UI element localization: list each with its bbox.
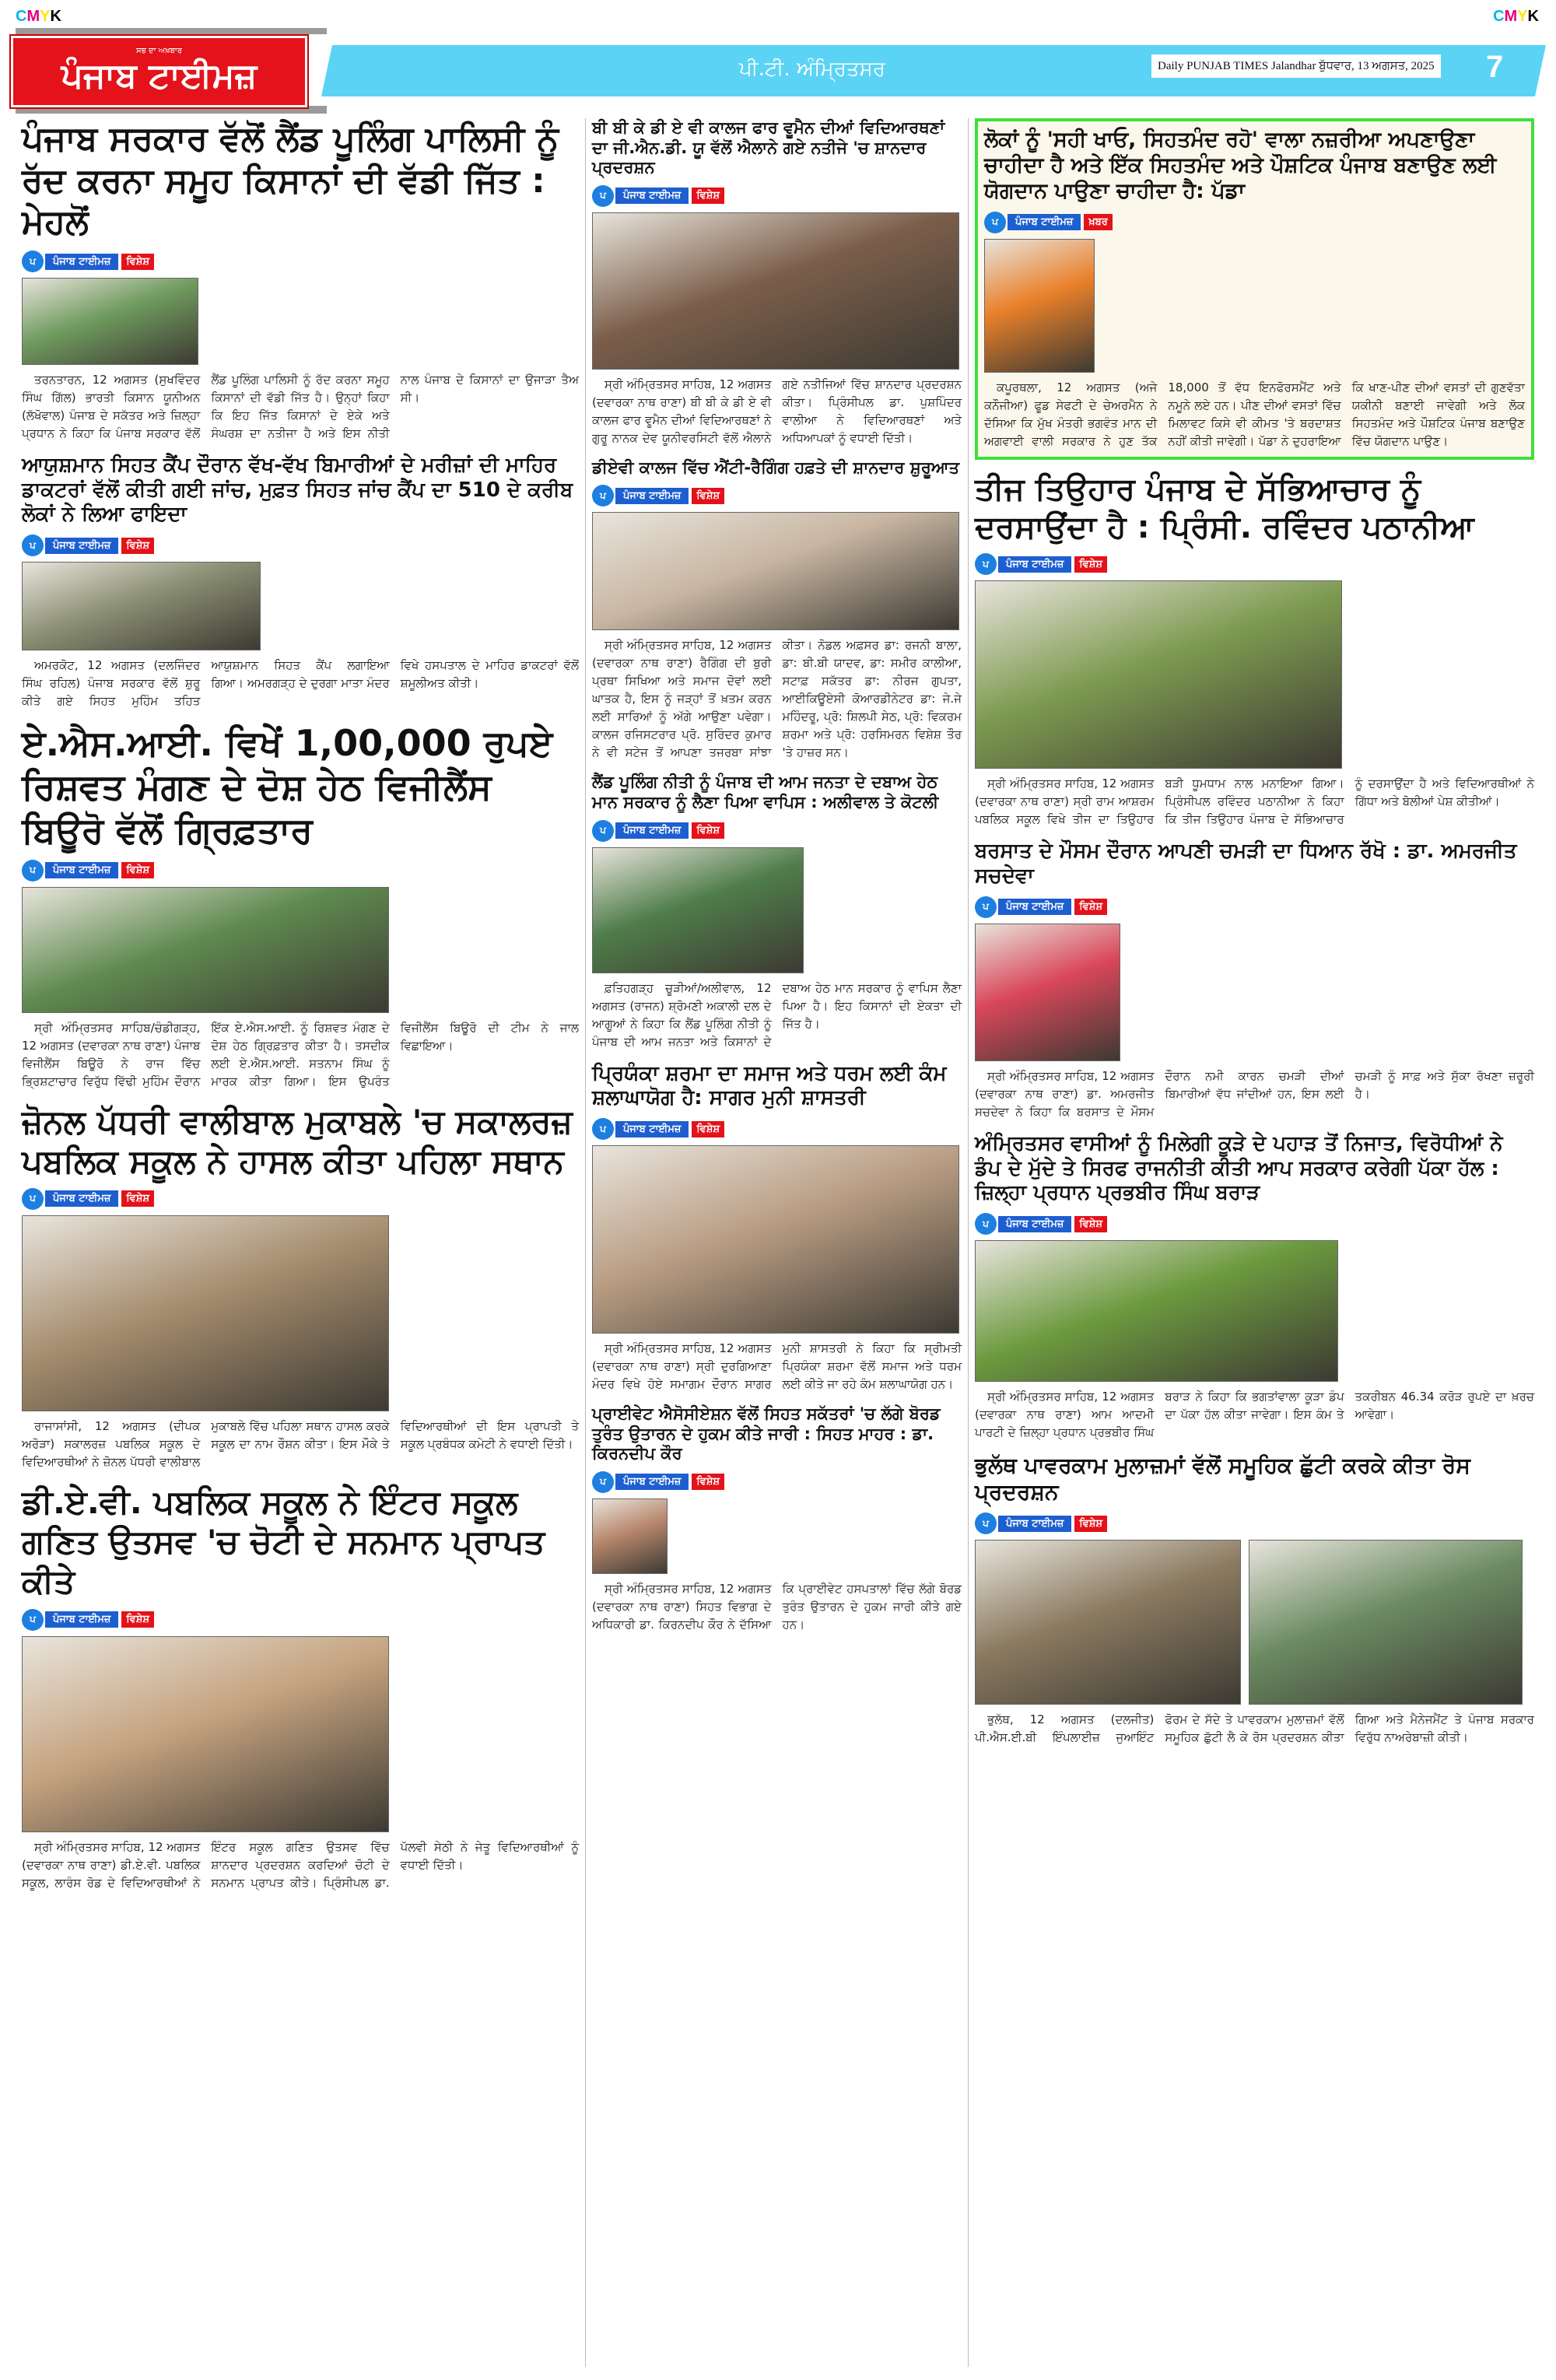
badge-name: ਪੰਜਾਬ ਟਾਈਮਜ਼ xyxy=(45,862,118,878)
punjab-times-logo-icon: ਪ xyxy=(22,1609,44,1631)
article-body xyxy=(592,1580,962,1634)
cmyk-k: K xyxy=(1527,8,1539,25)
punjab-times-logo-icon: ਪ xyxy=(22,860,44,882)
photo-row xyxy=(22,887,579,1013)
article-body xyxy=(592,376,962,447)
photo-row xyxy=(592,512,962,630)
badge-tag: ਵਿਸ਼ੇਸ਼ xyxy=(121,1190,154,1207)
news-photo xyxy=(592,847,804,973)
news-article xyxy=(975,1132,1534,1442)
article-body xyxy=(22,657,579,710)
news-article xyxy=(22,1482,579,1892)
photo-row xyxy=(975,1240,1534,1382)
article-headline[interactable]: ਪ੍ਰਿਯੰਕਾ ਸ਼ਰਮਾ ਦਾ ਸਮਾਜ ਅਤੇ ਧਰਮ ਲਈ ਕੰਮ ਸ਼ਲਾਘਾਯੋਗ ਹੈ: ਸਾਗਰ ਮੁਨੀ ਸ਼ਾਸਤਰੀ xyxy=(592,1061,947,1110)
article-body xyxy=(975,775,1534,829)
news-photo xyxy=(1249,1540,1523,1705)
source-badge xyxy=(975,552,1107,576)
photo-row xyxy=(592,1145,962,1334)
news-article xyxy=(592,118,962,447)
cmyk-m: M xyxy=(1504,8,1518,25)
cmyk-c: C xyxy=(16,8,27,25)
article-paragraph: ਸ੍ਰੀ ਅੰਮ੍ਰਿਤਸਰ ਸਾਹਿਬ, 12 ਅਗਸਤ (ਦਵਾਰਕਾ ਨਾਥ ਰਾਣਾ) ਸ੍ਰੀ ਰਾਮ ਆਸ਼ਰਮ ਪਬਲਿਕ ਸਕੂਲ ਵਿਖੇ ਤੀਜ ਦਾ ਤਿਉਹਾਰ ਬੜੀ ਧੂਮਧਾਮ ਨਾਲ ਮਨਾਇਆ ਗਿਆ। ਪ੍ਰਿੰਸੀਪਲ ਰਵਿੰਦਰ ਪਠਾਨੀਆ ਨੇ ਕਿਹਾ ਕਿ ਤੀਜ ਤਿਉਹਾਰ ਪੰਜਾਬ ਦੇ ਸੱਭਿਆਚਾਰ ਨੂੰ ਦਰਸਾਉਂਦਾ ਹੈ ਅਤੇ ਵਿਦਿਆਰਥੀਆਂ ਨੇ ਗਿੱਧਾ ਅਤੇ ਬੋਲੀਆਂ ਪੇਸ਼ ਕੀਤੀਆਂ। xyxy=(975,776,1534,827)
cmyk-registration-left xyxy=(16,8,61,26)
article-headline[interactable]: ਜ਼ੋਨਲ ਪੱਧਰੀ ਵਾਲੀਬਾਲ ਮੁਕਾਬਲੇ 'ਚ ਸਕਾਲਰਜ਼ ਪਬਲਿਕ ਸਕੂਲ ਨੇ ਹਾਸਲ ਕੀਤਾ ਪਹਿਲਾ ਸਥਾਨ xyxy=(22,1102,573,1180)
badge-tag: ਵਿਸ਼ੇਸ਼ xyxy=(692,822,724,839)
left-column xyxy=(16,118,585,2367)
source-badge xyxy=(22,1187,154,1211)
source-badge xyxy=(975,1512,1107,1535)
article-paragraph: ਸ੍ਰੀ ਅੰਮ੍ਰਿਤਸਰ ਸਾਹਿਬ, 12 ਅਗਸਤ (ਦਵਾਰਕਾ ਨਾਥ ਰਾਣਾ) ਰੈਗਿੰਗ ਦੀ ਬੁਰੀ ਪ੍ਰਥਾ ਸਿਖਿਆ ਅਤੇ ਸਮਾਜ ਦੋਵਾਂ ਲਈ ਘਾਤਕ ਹੈ, ਇਸ ਨੂੰ ਜੜ੍ਹਾਂ ਤੋਂ ਖ਼ਤਮ ਕਰਨ ਲਈ ਸਾਰਿਆਂ ਨੂੰ ਅੱਗੇ ਆਉਣਾ ਪਵੇਗਾ। ਕਾਲਜ ਰਜਿਸਟਰਾਰ ਪ੍ਰੋ. ਸੁਰਿੰਦਰ ਕੁਮਾਰ ਨੇ ਵੀ ਸਟੇਜ ਤੋਂ ਆਪਣਾ ਤਜਰਬਾ ਸਾਂਝਾ ਕੀਤਾ। ਨੋਡਲ ਅਫ਼ਸਰ ਡਾ: ਰਜਨੀ ਬਾਲਾ, ਡਾ: ਬੀ.ਬੀ ਯਾਦਵ, ਡਾ: ਸਮੀਰ ਕਾਲੀਆ, ਸਟਾਫ਼ ਸਕੱਤਰ ਡਾ: ਨੀਰਜ ਗੁਪਤਾ, ਆਈਕਿਊਏਸੀ ਕੋਆਰਡੀਨੇਟਰ ਡਾ: ਜੇ.ਜੇ ਮਹਿੰਦਰੂ, ਪ੍ਰੋ: ਸ਼ਿਲਪੀ ਸੇਠ, ਪ੍ਰੋ: ਵਿਕਰਮ ਸ਼ਰਮਾ ਅਤੇ ਪ੍ਰੋ: ਹਰਸਿਮਰਨ ਵਿਸ਼ੇਸ਼ ਤੌਰ 'ਤੇ ਹਾਜ਼ਰ ਸਨ। xyxy=(592,638,962,760)
badge-name: ਪੰਜਾਬ ਟਾਈਮਜ਼ xyxy=(998,1516,1071,1532)
dateline: Daily PUNJAB TIMES Jalandhar ਬੁੱਧਵਾਰ, 13 ਅਗਸਤ, 2025 xyxy=(1151,54,1441,78)
article-body xyxy=(975,1067,1534,1121)
article-headline[interactable]: ਏ.ਐਸ.ਆਈ. ਵਿਖੇਂ 1,00,000 ਰੁਪਏ ਰਿਸ਼ਵਤ ਮੰਗਣ ਦੇ ਦੋਸ਼ ਹੇਠ ਵਿਜੀਲੈਂਸ ਬਿਊਰੋ ਵੱਲੋਂ ਗ੍ਰਿਫ਼ਤਾਰ xyxy=(22,722,553,852)
article-body xyxy=(592,1340,962,1393)
punjab-times-logo-icon: ਪ xyxy=(975,896,997,918)
article-paragraph: ਰਾਜਾਸਾਂਸੀ, 12 ਅਗਸਤ (ਦੀਪਕ ਅਰੋੜਾ) ਸਕਾਲਰਜ਼ ਪਬਲਿਕ ਸਕੂਲ ਦੇ ਵਿਦਿਆਰਥੀਆਂ ਨੇ ਜ਼ੋਨਲ ਪੱਧਰੀ ਵਾਲੀਬਾਲ ਮੁਕਾਬਲੇ ਵਿੱਚ ਪਹਿਲਾ ਸਥਾਨ ਹਾਸਲ ਕਰਕੇ ਸਕੂਲ ਦਾ ਨਾਮ ਰੌਸ਼ਨ ਕੀਤਾ। ਇਸ ਮੌਕੇ ਤੇ ਵਿਦਿਆਰਥੀਆਂ ਦੀ ਇਸ ਪ੍ਰਾਪਤੀ ਤੇ ਸਕੂਲ ਪ੍ਰਬੰਧਕ ਕਮੇਟੀ ਨੇ ਵਧਾਈ ਦਿੱਤੀ। xyxy=(22,1418,579,1469)
photo-row xyxy=(22,562,579,650)
article-paragraph: ਫ਼ਤਿਹਗੜ੍ਹ ਚੂੜੀਆਂ/ਅਲੀਵਾਲ, 12 ਅਗਸਤ (ਰਾਜਨ) ਸ਼੍ਰੋਮਣੀ ਅਕਾਲੀ ਦਲ ਦੇ ਆਗੂਆਂ ਨੇ ਕਿਹਾ ਕਿ ਲੈਂਡ ਪੂਲਿੰਗ ਨੀਤੀ ਨੂੰ ਪੰਜਾਬ ਦੀ ਆਮ ਜਨਤਾ ਅਤੇ ਕਿਸਾਨਾਂ ਦੇ ਦਬਾਅ ਹੇਠ ਮਾਨ ਸਰਕਾਰ ਨੂੰ ਵਾਪਿਸ ਲੈਣਾ ਪਿਆ ਹੈ। ਇਹ ਕਿਸਾਨਾਂ ਦੀ ਏਕਤਾ ਦੀ ਜਿੱਤ ਹੈ। xyxy=(592,980,962,1049)
source-badge xyxy=(22,250,154,273)
badge-name: ਪੰਜਾਬ ਟਾਈਮਜ਼ xyxy=(998,556,1071,573)
punjab-times-logo-icon: ਪ xyxy=(984,212,1006,233)
news-photo xyxy=(22,1636,389,1832)
badge-tag: ਖ਼ਬਰ xyxy=(1084,214,1112,230)
cmyk-y: Y xyxy=(1517,8,1528,25)
badge-tag: ਵਿਸ਼ੇਸ਼ xyxy=(692,1474,724,1490)
logo[interactable] xyxy=(11,36,307,107)
cmyk-y: Y xyxy=(40,8,51,25)
source-badge xyxy=(975,896,1107,919)
source-badge xyxy=(592,1117,724,1141)
logo-tagline: ਸਭ ਦਾ ਅਖ਼ਬਾਰ xyxy=(136,47,182,55)
cmyk-k: K xyxy=(50,8,61,25)
article-body xyxy=(984,379,1525,450)
photo-row xyxy=(975,1540,1534,1705)
badge-tag: ਵਿਸ਼ੇਸ਼ xyxy=(121,538,154,554)
news-article xyxy=(22,118,579,443)
photo-row xyxy=(975,580,1534,769)
article-headline[interactable]: ਪ੍ਰਾਈਵੇਟ ਐਸੋਸੀਏਸ਼ਨ ਵੱਲੋਂ ਸਿਹਤ ਸਕੱਤਰਾਂ 'ਚ ਲੱਗੇ ਬੋਰਡ ਤੁਰੰਤ ਉਤਾਰਨ ਦੇ ਹੁਕਮ ਕੀਤੇ ਜਾਰੀ : ਸਿਹਤ ਮਾਹਰ : ਡਾ. ਕਿਰਨਦੀਪ ਕੌਰ xyxy=(592,1404,941,1463)
news-photo xyxy=(592,512,959,630)
article-paragraph: ਕਪੂਰਥਲਾ, 12 ਅਗਸਤ (ਅਜੇ ਕਨੌਜੀਆ) ਫੂਡ ਸੇਫਟੀ ਦੇ ਚੇਅਰਮੈਨ ਨੇ ਦੱਸਿਆ ਕਿ ਮੁੱਖ ਮੰਤਰੀ ਭਗਵੰਤ ਮਾਨ ਦੀ ਅਗਵਾਈ ਵਾਲੀ ਸਰਕਾਰ ਨੇ ਹੁਣ ਤੱਕ 18,000 ਤੋਂ ਵੱਧ ਇਨਫੋਰਸਮੈਂਟ ਅਤੇ ਨਮੂਨੇ ਲਏ ਹਨ। ਪੀਣ ਦੀਆਂ ਵਸਤਾਂ ਵਿੱਚ ਮਿਲਾਵਟ ਕਿਸੇ ਵੀ ਕੀਮਤ 'ਤੇ ਬਰਦਾਸ਼ਤ ਨਹੀਂ ਕੀਤੀ ਜਾਵੇਗੀ। ਪੱਡਾ ਨੇ ਦੁਹਰਾਇਆ ਕਿ ਖਾਣ-ਪੀਣ ਦੀਆਂ ਵਸਤਾਂ ਦੀ ਗੁਣਵੱਤਾ ਯਕੀਨੀ ਬਣਾਈ ਜਾਵੇਗੀ ਅਤੇ ਲੋਕ ਸਿਹਤਮੰਦ ਅਤੇ ਪੌਸ਼ਟਿਕ ਪੰਜਾਬ ਬਣਾਉਣ ਵਿੱਚ ਯੋਗਦਾਨ ਪਾਉਣ। xyxy=(984,380,1525,448)
news-photo xyxy=(22,1215,389,1411)
article-body xyxy=(592,980,962,1051)
punjab-times-logo-icon: ਪ xyxy=(975,553,997,575)
photo-row xyxy=(592,847,962,973)
photo-row xyxy=(22,1636,579,1832)
source-badge xyxy=(22,859,154,882)
source-badge xyxy=(22,534,154,557)
cmyk-registration-right xyxy=(1493,8,1539,26)
badge-name: ਪੰਜਾਬ ਟਾਈਮਜ਼ xyxy=(45,1190,118,1207)
middle-column xyxy=(585,118,968,2367)
news-article xyxy=(22,454,579,710)
badge-tag: ਵਿਸ਼ੇਸ਼ xyxy=(121,1611,154,1628)
badge-tag: ਵਿਸ਼ੇਸ਼ xyxy=(121,862,154,878)
badge-tag: ਵਿਸ਼ੇਸ਼ xyxy=(1074,1216,1107,1232)
punjab-times-logo-icon: ਪ xyxy=(592,485,614,506)
badge-name: ਪੰਜਾਬ ਟਾਈਮਜ਼ xyxy=(615,1474,689,1490)
source-badge xyxy=(592,1470,724,1494)
badge-name: ਪੰਜਾਬ ਟਾਈਮਜ਼ xyxy=(998,1216,1071,1232)
badge-tag: ਵਿਸ਼ੇਸ਼ xyxy=(692,488,724,504)
news-photo xyxy=(592,212,959,370)
article-paragraph: ਸ੍ਰੀ ਅੰਮ੍ਰਿਤਸਰ ਸਾਹਿਬ, 12 ਅਗਸਤ (ਦਵਾਰਕਾ ਨਾਥ ਰਾਣਾ) ਡੀ.ਏ.ਵੀ. ਪਬਲਿਕ ਸਕੂਲ, ਲਾਰੰਸ ਰੋਡ ਦੇ ਵਿਦਿਆਰਥੀਆਂ ਨੇ ਇੰਟਰ ਸਕੂਲ ਗਣਿਤ ਉਤਸਵ ਵਿੱਚ ਸ਼ਾਨਦਾਰ ਪ੍ਰਦਰਸ਼ਨ ਕਰਦਿਆਂ ਚੋਟੀ ਦੇ ਸਨਮਾਨ ਪ੍ਰਾਪਤ ਕੀਤੇ। ਪ੍ਰਿੰਸੀਪਲ ਡਾ. ਪੱਲਵੀ ਸੇਠੀ ਨੇ ਜੇਤੂ ਵਿਦਿਆਰਥੀਆਂ ਨੂੰ ਵਧਾਈ ਦਿੱਤੀ। xyxy=(22,1839,579,1890)
badge-tag: ਵਿਸ਼ੇਸ਼ xyxy=(1074,556,1107,573)
logo-text: ਪੰਜਾਬ ਟਾਈਮਜ਼ xyxy=(61,56,258,96)
news-photo xyxy=(592,1145,959,1334)
news-photo xyxy=(975,580,1342,769)
article-body xyxy=(22,1838,579,1892)
news-article xyxy=(592,773,962,1050)
badge-name: ਪੰਜਾਬ ਟਾਈਮਜ਼ xyxy=(1008,214,1081,230)
punjab-times-logo-icon: ਪ xyxy=(592,185,614,207)
news-article xyxy=(592,458,962,762)
article-headline[interactable]: ਬਰਸਾਤ ਦੇ ਮੌਸਮ ਦੌਰਾਨ ਆਪਣੀ ਚਮੜੀ ਦਾ ਧਿਆਨ ਰੱਖੋ : ਡਾ. ਅਮਰਜੀਤ ਸਚਦੇਵਾ xyxy=(975,839,1517,889)
article-paragraph: ਸ੍ਰੀ ਅੰਮ੍ਰਿਤਸਰ ਸਾਹਿਬ, 12 ਅਗਸਤ (ਦਵਾਰਕਾ ਨਾਥ ਰਾਣਾ) ਬੀ ਬੀ ਕੇ ਡੀ ਏ ਵੀ ਕਾਲਜ ਫਾਰ ਵੂਮੈਨ ਦੀਆਂ ਵਿਦਿਆਰਥਣਾਂ ਨੇ ਗੁਰੂ ਨਾਨਕ ਦੇਵ ਯੂਨੀਵਰਸਿਟੀ ਵੱਲੋਂ ਐਲਾਨੇ ਗਏ ਨਤੀਜਿਆਂ ਵਿੱਚ ਸ਼ਾਨਦਾਰ ਪ੍ਰਦਰਸ਼ਨ ਕੀਤਾ। ਪ੍ਰਿੰਸੀਪਲ ਡਾ. ਪੁਸ਼ਪਿੰਦਰ ਵਾਲੀਆ ਨੇ ਵਿਦਿਆਰਥਣਾਂ ਅਤੇ ਅਧਿਆਪਕਾਂ ਨੂੰ ਵਧਾਈ ਦਿੱਤੀ। xyxy=(592,377,962,445)
article-body xyxy=(22,1019,579,1091)
news-photo xyxy=(984,239,1095,373)
article-paragraph: ਸ੍ਰੀ ਅੰਮ੍ਰਿਤਸਰ ਸਾਹਿਬ, 12 ਅਗਸਤ (ਦਵਾਰਕਾ ਨਾਥ ਰਾਣਾ) ਡਾ. ਅਮਰਜੀਤ ਸਚਦੇਵਾ ਨੇ ਕਿਹਾ ਕਿ ਬਰਸਾਤ ਦੇ ਮੌਸਮ ਦੌਰਾਨ ਨਮੀ ਕਾਰਨ ਚਮੜੀ ਦੀਆਂ ਬਿਮਾਰੀਆਂ ਵੱਧ ਜਾਂਦੀਆਂ ਹਨ, ਇਸ ਲਈ ਚਮੜੀ ਨੂੰ ਸਾਫ਼ ਅਤੇ ਸੁੱਕਾ ਰੱਖਣਾ ਜ਼ਰੂਰੀ ਹੈ। xyxy=(975,1068,1534,1119)
article-body xyxy=(975,1388,1534,1442)
news-photo xyxy=(975,1540,1241,1705)
article-paragraph: ਸ੍ਰੀ ਅੰਮ੍ਰਿਤਸਰ ਸਾਹਿਬ/ਚੰਡੀਗੜ੍ਹ, 12 ਅਗਸਤ (ਦਵਾਰਕਾ ਨਾਥ ਰਾਣਾ) ਪੰਜਾਬ ਵਿਜੀਲੈਂਸ ਬਿਊਰੋ ਨੇ ਰਾਜ ਵਿੱਚ ਭ੍ਰਿਸ਼ਟਾਚਾਰ ਵਿਰੁੱਧ ਵਿੱਢੀ ਮੁਹਿੰਮ ਦੌਰਾਨ ਇੱਕ ਏ.ਐਸ.ਆਈ. ਨੂੰ ਰਿਸ਼ਵਤ ਮੰਗਣ ਦੇ ਦੋਸ਼ ਹੇਠ ਗ੍ਰਿਫ਼ਤਾਰ ਕੀਤਾ ਹੈ। ਤਸਦੀਕ ਲਈ ਏ.ਐਸ.ਆਈ. ਸਤਨਾਮ ਸਿੰਘ ਨੂੰ ਮਾਰਕ ਕੀਤਾ ਗਿਆ। ਇਸ ਉਪਰੰਤ ਵਿਜੀਲੈਂਸ ਬਿਊਰੋ ਦੀ ਟੀਮ ਨੇ ਜਾਲ ਵਿਛਾਇਆ। xyxy=(22,1020,579,1088)
article-headline[interactable]: ਲੋਕਾਂ ਨੂੰ 'ਸਹੀ ਖਾਓ, ਸਿਹਤਮੰਦ ਰਹੋ' ਵਾਲਾ ਨਜ਼ਰੀਆ ਅਪਣਾਉਣਾ ਚਾਹੀਦਾ ਹੈ ਅਤੇ ਇੱਕ ਸਿਹਤਮੰਦ ਅਤੇ ਪੌਸ਼ਟਿਕ ਪੰਜਾਬ ਬਣਾਉਣ ਲਈ ਯੋਗਦਾਨ ਪਾਉਣਾ ਚਾਹੀਦਾ ਹੈ: ਪੱਡਾ xyxy=(984,128,1497,203)
article-body xyxy=(22,1418,579,1471)
highlight-box xyxy=(975,118,1534,460)
article-paragraph: ਤਰਨਤਾਰਨ, 12 ਅਗਸਤ (ਸੁਖਵਿੰਦਰ ਸਿੰਘ ਗਿੱਲ) ਭਾਰਤੀ ਕਿਸਾਨ ਯੂਨੀਅਨ (ਲੱਖੋਵਾਲ) ਪੰਜਾਬ ਦੇ ਸਕੱਤਰ ਅਤੇ ਜ਼ਿਲ੍ਹਾ ਪ੍ਰਧਾਨ ਨੇ ਕਿਹਾ ਕਿ ਪੰਜਾਬ ਸਰਕਾਰ ਵੱਲੋਂ ਲੈਂਡ ਪੂਲਿੰਗ ਪਾਲਿਸੀ ਨੂੰ ਰੱਦ ਕਰਨਾ ਸਮੂਹ ਕਿਸਾਨਾਂ ਦੀ ਵੱਡੀ ਜਿੱਤ ਹੈ। ਉਨ੍ਹਾਂ ਕਿਹਾ ਕਿ ਇਹ ਜਿੱਤ ਕਿਸਾਨਾਂ ਦੇ ਏਕੇ ਅਤੇ ਸੰਘਰਸ਼ ਦਾ ਨਤੀਜਾ ਹੈ ਅਤੇ ਇਸ ਨੀਤੀ ਨਾਲ ਪੰਜਾਬ ਦੇ ਕਿਸਾਨਾਂ ਦਾ ਉਜਾੜਾ ਤੈਅ ਸੀ। xyxy=(22,373,579,441)
article-paragraph: ਸ੍ਰੀ ਅੰਮ੍ਰਿਤਸਰ ਸਾਹਿਬ, 12 ਅਗਸਤ (ਦਵਾਰਕਾ ਨਾਥ ਰਾਣਾ) ਸ੍ਰੀ ਦੁਰਗਿਆਣਾ ਮੰਦਰ ਵਿਖੇ ਹੋਏ ਸਮਾਗਮ ਦੌਰਾਨ ਸਾਗਰ ਮੁਨੀ ਸ਼ਾਸਤਰੀ ਨੇ ਕਿਹਾ ਕਿ ਸ੍ਰੀਮਤੀ ਪ੍ਰਿਯੰਕਾ ਸ਼ਰਮਾ ਵੱਲੋਂ ਸਮਾਜ ਅਤੇ ਧਰਮ ਲਈ ਕੀਤੇ ਜਾ ਰਹੇ ਕੰਮ ਸ਼ਲਾਘਾਯੋਗ ਹਨ। xyxy=(592,1341,962,1392)
news-article xyxy=(975,471,1534,829)
news-photo xyxy=(975,1240,1338,1382)
article-headline[interactable]: ਲੈਂਡ ਪੂਲਿੰਗ ਨੀਤੀ ਨੂੰ ਪੰਜਾਬ ਦੀ ਆਮ ਜਨਤਾ ਦੇ ਦਬਾਅ ਹੇਠ ਮਾਨ ਸਰਕਾਰ ਨੂੰ ਲੈਣਾ ਪਿਆ ਵਾਪਿਸ : ਅਲੀਵਾਲ ਤੇ ਕੋਟਲੀ xyxy=(592,773,939,812)
article-paragraph: ਅਮਰਕੋਟ, 12 ਅਗਸਤ (ਦਲਜਿੰਦਰ ਸਿੰਘ ਰਹਿਲ) ਪੰਜਾਬ ਸਰਕਾਰ ਵੱਲੋਂ ਸ਼ੁਰੂ ਕੀਤੇ ਗਏ ਸਿਹਤ ਮੁਹਿੰਮ ਤਹਿਤ ਆਯੁਸ਼ਮਾਨ ਸਿਹਤ ਕੈਂਪ ਲਗਾਇਆ ਗਿਆ। ਅਮਰਗੜ੍ਹ ਦੇ ਦੁਰਗਾ ਮਾਤਾ ਮੰਦਰ ਵਿਖੇ ਹਸਪਤਾਲ ਦੇ ਮਾਹਿਰ ਡਾਕਟਰਾਂ ਵੱਲੋਂ ਸ਼ਮੂਲੀਅਤ ਕੀਤੀ। xyxy=(22,658,579,709)
news-article xyxy=(592,1062,962,1393)
photo-row xyxy=(22,278,579,365)
punjab-times-logo-icon: ਪ xyxy=(975,1512,997,1534)
article-headline[interactable]: ਡੀ.ਏ.ਵੀ. ਪਬਲਿਕ ਸਕੂਲ ਨੇ ਇੰਟਰ ਸਕੂਲ ਗਣਿਤ ਉਤਸਵ 'ਚ ਚੋਟੀ ਦੇ ਸਨਮਾਨ ਪ੍ਰਾਪਤ ਕੀਤੇ xyxy=(22,1482,545,1601)
article-headline[interactable]: ਪੰਜਾਬ ਸਰਕਾਰ ਵੱਲੋਂ ਲੈਂਡ ਪੂਲਿੰਗ ਪਾਲਿਸੀ ਨੂੰ ਰੱਦ ਕਰਨਾ ਸਮੂਹ ਕਿਸਾਨਾਂ ਦੀ ਵੱਡੀ ਜਿੱਤ : ਮੇਹਲੋਂ xyxy=(22,119,559,243)
edition-name: ਪੀ.ਟੀ. ਅੰਮ੍ਰਿਤਸਰ xyxy=(739,58,885,81)
photo-row xyxy=(975,924,1534,1061)
news-photo xyxy=(22,278,198,365)
news-article xyxy=(22,721,579,1090)
cmyk-c: C xyxy=(1493,8,1505,25)
badge-name: ਪੰਜਾਬ ਟਾਈਮਜ਼ xyxy=(615,822,689,839)
page-number: 7 xyxy=(1486,50,1504,84)
punjab-times-logo-icon: ਪ xyxy=(22,1188,44,1210)
news-photo xyxy=(22,562,261,650)
article-headline[interactable]: ਅੰਮ੍ਰਿਤਸਰ ਵਾਸੀਆਂ ਨੂੰ ਮਿਲੇਗੀ ਕੂੜੇ ਦੇ ਪਹਾੜ ਤੋਂ ਨਿਜਾਤ, ਵਿਰੋਧੀਆਂ ਨੇ ਡੰਪ ਦੇ ਮੁੱਦੇ ਤੇ ਸਿਰਫ ਰਾਜਨੀਤੀ ਕੀਤੀ ਆਪ ਸਰਕਾਰ ਕਰੇਗੀ ਪੱਕਾ ਹੱਲ : ਜ਼ਿਲ੍ਹਾ ਪ੍ਰਧਾਨ ਪ੍ਰਭਬੀਰ ਸਿੰਘ ਬਰਾੜ xyxy=(975,1131,1503,1205)
badge-name: ਪੰਜਾਬ ਟਾਈਮਜ਼ xyxy=(45,1611,118,1628)
article-paragraph: ਸ੍ਰੀ ਅੰਮ੍ਰਿਤਸਰ ਸਾਹਿਬ, 12 ਅਗਸਤ (ਦਵਾਰਕਾ ਨਾਥ ਰਾਣਾ) ਆਮ ਆਦਮੀ ਪਾਰਟੀ ਦੇ ਜ਼ਿਲ੍ਹਾ ਪ੍ਰਧਾਨ ਪ੍ਰਭਬੀਰ ਸਿੰਘ ਬਰਾੜ ਨੇ ਕਿਹਾ ਕਿ ਭਗਤਾਂਵਾਲਾ ਕੂੜਾ ਡੰਪ ਦਾ ਪੱਕਾ ਹੱਲ ਕੀਤਾ ਜਾਵੇਗਾ। ਇਸ ਕੰਮ ਤੇ ਤਕਰੀਬਨ 46.34 ਕਰੋੜ ਰੁਪਏ ਦਾ ਖ਼ਰਚ ਆਵੇਗਾ। xyxy=(975,1390,1534,1439)
photo-row xyxy=(592,212,962,370)
photo-row xyxy=(592,1498,962,1574)
source-badge xyxy=(975,1212,1107,1236)
article-paragraph: ਸ੍ਰੀ ਅੰਮ੍ਰਿਤਸਰ ਸਾਹਿਬ, 12 ਅਗਸਤ (ਦਵਾਰਕਾ ਨਾਥ ਰਾਣਾ) ਸਿਹਤ ਵਿਭਾਗ ਦੇ ਅਧਿਕਾਰੀ ਡਾ. ਕਿਰਨਦੀਪ ਕੌਰ ਨੇ ਦੱਸਿਆ ਕਿ ਪ੍ਰਾਈਵੇਟ ਹਸਪਤਾਲਾਂ ਵਿੱਚ ਲੱਗੇ ਬੋਰਡ ਤੁਰੰਤ ਉਤਾਰਨ ਦੇ ਹੁਕਮ ਜਾਰੀ ਕੀਤੇ ਗਏ ਹਨ। xyxy=(592,1581,962,1632)
masthead-stripe xyxy=(16,28,327,34)
punjab-times-logo-icon: ਪ xyxy=(592,1471,614,1493)
photo-row xyxy=(984,239,1525,373)
article-body xyxy=(975,1711,1534,1747)
news-photo xyxy=(592,1498,668,1574)
news-photo xyxy=(22,887,389,1013)
source-badge xyxy=(592,184,724,208)
punjab-times-logo-icon: ਪ xyxy=(22,535,44,556)
article-columns xyxy=(16,118,1540,2367)
badge-tag: ਵਿਸ਼ੇਸ਼ xyxy=(1074,899,1107,915)
news-article xyxy=(975,839,1534,1120)
cmyk-m: M xyxy=(26,8,40,25)
punjab-times-logo-icon: ਪ xyxy=(22,251,44,272)
punjab-times-logo-icon: ਪ xyxy=(975,1213,997,1235)
article-body xyxy=(22,371,579,443)
badge-name: ਪੰਜਾਬ ਟਾਈਮਜ਼ xyxy=(615,1121,689,1137)
badge-name: ਪੰਜਾਬ ਟਾਈਮਜ਼ xyxy=(45,538,118,554)
badge-name: ਪੰਜਾਬ ਟਾਈਮਜ਼ xyxy=(615,488,689,504)
badge-tag: ਵਿਸ਼ੇਸ਼ xyxy=(1074,1516,1107,1532)
badge-tag: ਵਿਸ਼ੇਸ਼ xyxy=(692,1121,724,1137)
badge-name: ਪੰਜਾਬ ਟਾਈਮਜ਼ xyxy=(45,254,118,270)
photo-row xyxy=(22,1215,579,1411)
source-badge xyxy=(592,819,724,843)
source-badge xyxy=(22,1608,154,1632)
news-article xyxy=(22,1102,579,1471)
news-article xyxy=(592,1404,962,1634)
article-paragraph: ਭੁਲੱਥ, 12 ਅਗਸਤ (ਦਲਜੀਤ) ਪੀ.ਐਸ.ਈ.ਬੀ ਇੰਪਲਾਈਜ਼ ਜੁਆਇੰਟ ਫੋਰਮ ਦੇ ਸੱਦੇ ਤੇ ਪਾਵਰਕਾਮ ਮੁਲਾਜ਼ਮਾਂ ਵੱਲੋਂ ਸਮੂਹਿਕ ਛੁੱਟੀ ਲੈ ਕੇ ਰੋਸ ਪ੍ਰਦਰਸ਼ਨ ਕੀਤਾ ਗਿਆ ਅਤੇ ਮੈਨੇਜਮੈਂਟ ਤੇ ਪੰਜਾਬ ਸਰਕਾਰ ਵਿਰੁੱਧ ਨਾਅਰੇਬਾਜ਼ੀ ਕੀਤੀ। xyxy=(975,1712,1534,1745)
source-badge xyxy=(984,211,1113,234)
news-photo xyxy=(975,924,1120,1061)
article-headline[interactable]: ਡੀਏਵੀ ਕਾਲਜ ਵਿੱਚ ਐਂਟੀ-ਰੈਗਿੰਗ ਹਫ਼ਤੇ ਦੀ ਸ਼ਾਨਦਾਰ ਸ਼ੁਰੂਆਤ xyxy=(592,457,960,477)
punjab-times-logo-icon: ਪ xyxy=(592,820,614,842)
article-headline[interactable]: ਭੁਲੱਥ ਪਾਵਰਕਾਮ ਮੁਲਾਜ਼ਮਾਂ ਵੱਲੋਂ ਸਮੂਹਿਕ ਛੁੱਟੀ ਕਰਕੇ ਕੀਤਾ ਰੋਸ ਪ੍ਰਦਰਸ਼ਨ xyxy=(975,1453,1470,1505)
punjab-times-logo-icon: ਪ xyxy=(592,1118,614,1140)
article-headline[interactable]: ਬੀ ਬੀ ਕੇ ਡੀ ਏ ਵੀ ਕਾਲਜ ਫਾਰ ਵੂਮੈਨ ਦੀਆਂ ਵਿਦਿਆਰਥਣਾਂ ਦਾ ਜੀ.ਐਨ.ਡੀ. ਯੂ ਵੱਲੋਂ ਐਲਾਨੇ ਗਏ ਨਤੀਜੇ 'ਚ ਸ਼ਾਨਦਾਰ ਪ੍ਰਦਰਸ਼ਨ xyxy=(592,118,945,177)
right-column xyxy=(968,118,1540,2367)
article-headline[interactable]: ਆਯੁਸ਼ਮਾਨ ਸਿਹਤ ਕੈਂਪ ਦੌਰਾਨ ਵੱਖ-ਵੱਖ ਬਿਮਾਰੀਆਂ ਦੇ ਮਰੀਜ਼ਾਂ ਦੀ ਮਾਹਿਰ ਡਾਕਟਰਾਂ ਵੱਲੋਂ ਕੀਤੀ ਗਈ ਜਾਂਚ, ਮੁਫ਼ਤ ਸਿਹਤ ਜਾਂਚ ਕੈਂਪ ਦਾ 510 ਦੇ ਕਰੀਬ ਲੋਕਾਂ ਨੇ ਲਿਆ ਫਾਇਦਾ xyxy=(22,454,573,527)
badge-name: ਪੰਜਾਬ ਟਾਈਮਜ਼ xyxy=(615,188,689,204)
badge-tag: ਵਿਸ਼ੇਸ਼ xyxy=(121,254,154,270)
news-article xyxy=(975,1453,1534,1747)
article-body xyxy=(592,636,962,762)
badge-name: ਪੰਜਾਬ ਟਾਈਮਜ਼ xyxy=(998,899,1071,915)
source-badge xyxy=(592,484,724,507)
badge-tag: ਵਿਸ਼ੇਸ਼ xyxy=(692,188,724,204)
article-headline[interactable]: ਤੀਜ ਤਿਉਹਾਰ ਪੰਜਾਬ ਦੇ ਸੱਭਿਆਚਾਰ ਨੂੰ ਦਰਸਾਉਂਦਾ ਹੈ : ਪ੍ਰਿੰਸੀ. ਰਵਿੰਦਰ ਪਠਾਨੀਆ xyxy=(975,471,1474,545)
